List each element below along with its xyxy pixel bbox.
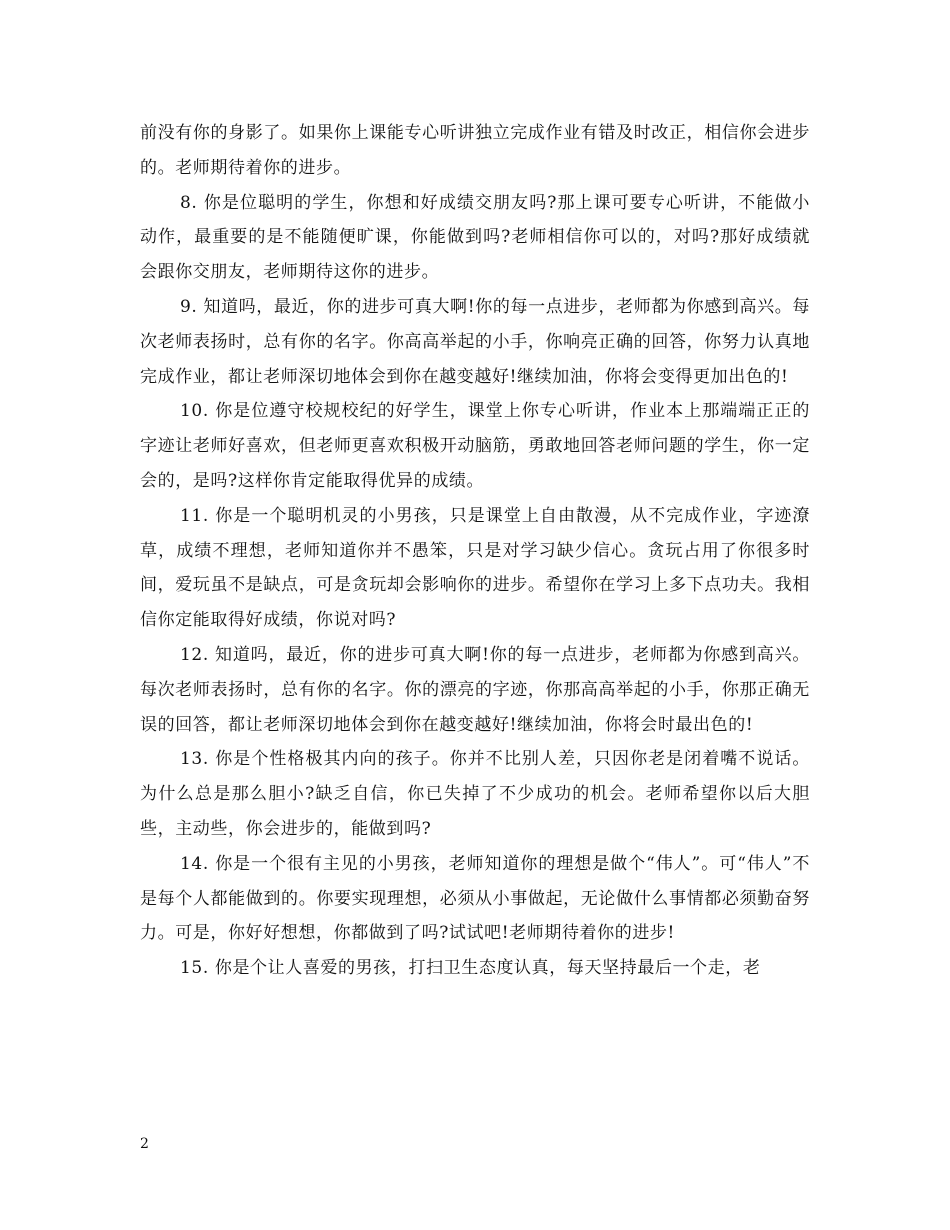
paragraph-item-15: 15. 你是个让人喜爱的男孩，打扫卫生态度认真，每天坚持最后一个走，老 [180, 958, 761, 979]
document-body [140, 116, 810, 986]
paragraph-continuation: 前没有你的身影了。如果你上课能专心听讲独立完成作业有错及时改正，相信你会进步的。老师期待着你的进步。 [140, 123, 810, 178]
paragraph-item-14: 14. 你是一个很有主见的小男孩，老师知道你的理想是做个“伟人”。可“伟人”不是每个人都能做到的。你要实现理想，必须从小事做起，无论做什么事情都必须勤奋努力。可是，你好好想想，你都做到了吗?试试吧!老师期待着你的进步! [140, 853, 810, 944]
paragraph-item-11: 11. 你是一个聪明机灵的小男孩，只是课堂上自由散漫，从不完成作业，字迹潦草，成绩不理想，老师知道你并不愚笨，只是对学习缺少信心。贪玩占用了你很多时间，爱玩虽不是缺点，可是贪玩却会影响你的进步。希望你在学习上多下点功夫。我相信你定能取得好成绩，你说对吗? [140, 505, 810, 631]
paragraph-item-13: 13. 你是个性格极其内向的孩子。你并不比别人差，只因你老是闭着嘴不说话。为什么总是那么胆小?缺乏自信，你已失掉了不少成功的机会。老师希望你以后大胆些，主动些，你会进步的，能做到吗? [140, 749, 810, 839]
page-number: 2 [140, 1136, 149, 1152]
paragraph-item-10: 10. 你是位遵守校规校纪的好学生，课堂上你专心听讲，作业本上那端端正正的字迹让老师好喜欢，但老师更喜欢积极开动脑筋，勇敢地回答老师问题的学生，你一定会的，是吗?这样你肯定能取得优异的成绩。 [140, 401, 810, 491]
paragraph-item-8: 8. 你是位聪明的学生，你想和好成绩交朋友吗?那上课可要专心听讲，不能做小动作，最重要的是不能随便旷课，你能做到吗?老师相信你可以的，对吗?那好成绩就会跟你交朋友，老师期待这你的进步。 [140, 192, 810, 283]
paragraph-item-12: 12. 知道吗，最近，你的进步可真大啊!你的每一点进步，老师都为你感到高兴。每次老师表扬时，总有你的名字。你的漂亮的字迹，你那高高举起的小手，你那正确无误的回答，都让老师深切地体会到你在越变越好!继续加油，你将会时最出色的! [140, 644, 810, 735]
paragraph-item-9: 9. 知道吗，最近，你的进步可真大啊!你的每一点进步，老师都为你感到高兴。每次老师表扬时，总有你的名字。你高高举起的小手，你响亮正确的回答，你努力认真地完成作业，都让老师深切地体会到你在越变越好!继续加油，你将会变得更加出色的! [140, 296, 810, 387]
